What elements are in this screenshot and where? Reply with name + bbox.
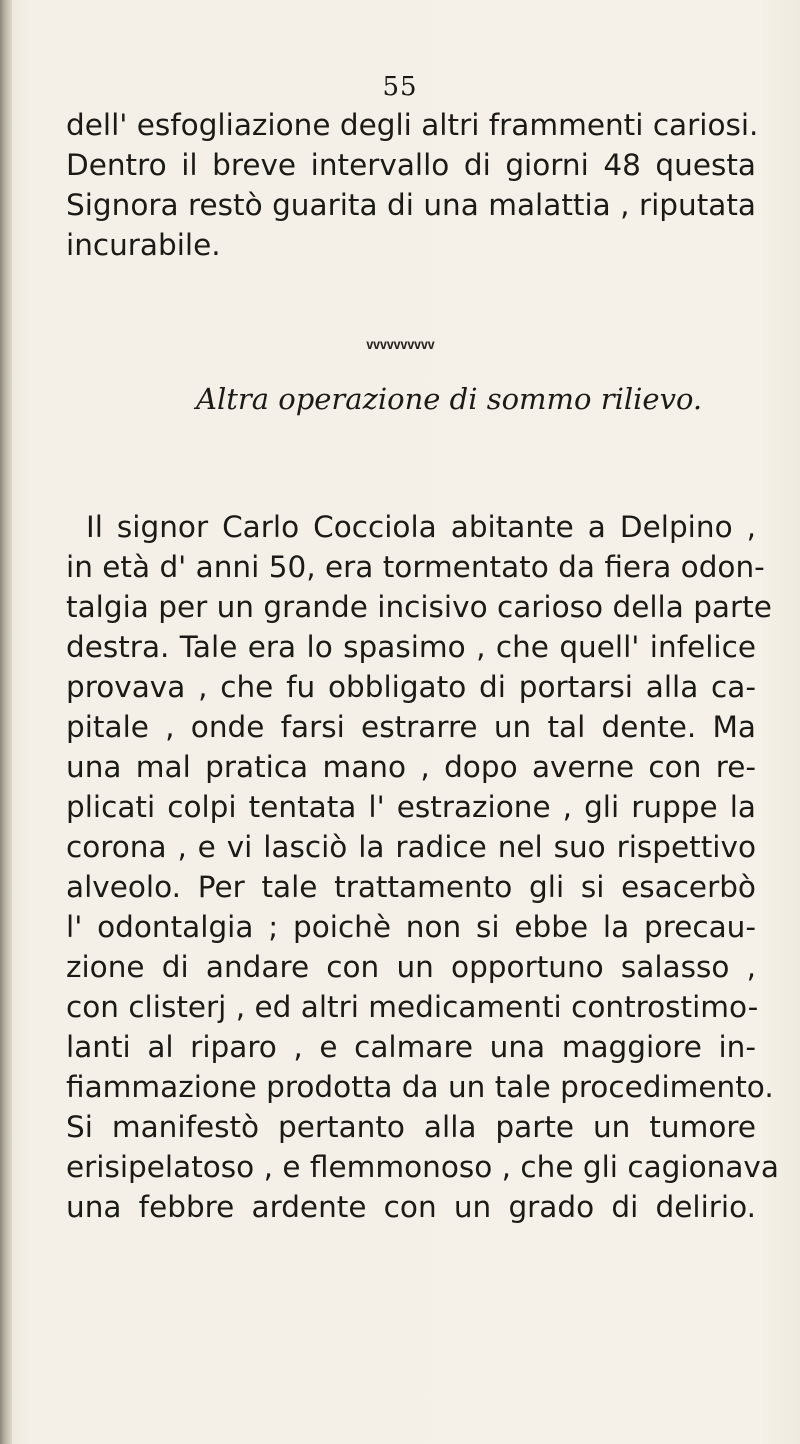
page-number: 55 [382,72,418,102]
text-line: Il signor Carlo Cocciola abitante a Delpino , [86,510,756,544]
text-line: provava , che fu obbligato di portarsi alla ca- [66,670,756,704]
text-line: Dentro il breve intervallo di giorni 48 questa [66,148,756,182]
text-line: con clisterj , ed altri medicamenti controstimo- [66,990,759,1024]
text-line: una mal pratica mano , dopo averne con re- [66,750,756,784]
text-line: incurabile. [66,228,221,262]
text-line: zione di andare con un opportuno salasso , [66,950,756,984]
text-line: una febbre ardente con un grado di delirio. [66,1190,756,1224]
text-line: l' odontalgia ; poichè non si ebbe la precau- [66,910,756,944]
text-line: pitale , onde farsi estrarre un tal dente. Ma [66,710,756,744]
section-title: Altra operazione di sommo rilievo. [196,382,703,416]
binding-edge [0,0,12,1444]
text-line: fiammazione prodotta da un tale procedimento. [66,1070,774,1104]
text-line: dell' esfogliazione degli altri frammenti cariosi. [66,108,759,142]
text-line: destra. Tale era lo spasimo , che quell' infelice [66,630,756,664]
text-line: lanti al riparo , e calmare una maggiore in- [66,1030,756,1064]
text-line: talgia per un grande incisivo carioso della parte [66,590,772,624]
text-line: in età d' anni 50, era tormentato da fiera odon- [66,550,765,584]
text-line: Signora restò guarita di una malattia , riputata [66,188,756,222]
text-line: plicati colpi tentata l' estrazione , gli ruppe la [66,790,756,824]
paragraph-1 [66,105,759,265]
text-line: alveolo. Per tale trattamento gli si esacerbò [66,870,756,904]
paragraph-2 [66,507,779,1227]
section-divider-ornament: vvvvvvvvvv [365,338,435,353]
text-line: erisipelatoso , e flemmonoso , che gli cagionava [66,1150,779,1184]
text-line: Si manifestò pertanto alla parte un tumore [66,1110,756,1144]
text-line: corona , e vi lasciò la radice nel suo rispettivo [66,830,756,864]
